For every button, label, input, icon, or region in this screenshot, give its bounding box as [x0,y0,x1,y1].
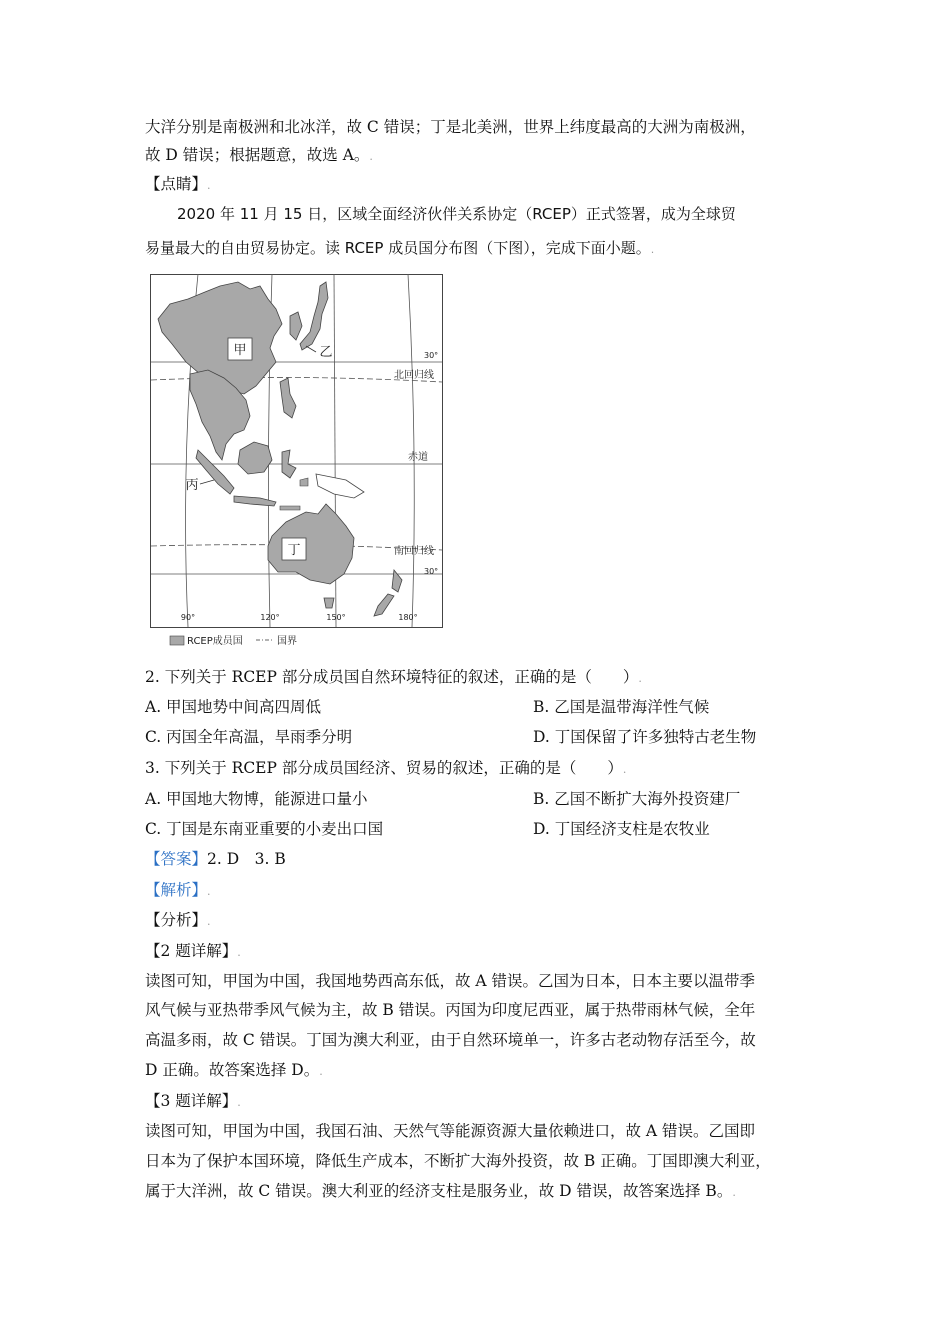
prev-explanation-line-2: 故 D 错误；根据题意，故选 A。. [145,146,373,164]
detail2-line-3: 高温多雨，故 C 错误。丁国为澳大利亚，由于自然环境单一，许多古老动物存活至今，故 [145,1031,756,1049]
q3-option-d: D. 丁国经济支柱是农牧业 [533,820,710,838]
legend-member-swatch [170,636,184,645]
map-label-yi: 乙 [319,345,333,360]
intro-line-1: 2020 年 11 月 15 日，区域全面经济伙伴关系协定（RCEP）正式签署，成为全球贸 [177,205,736,223]
lon-label-180: 180° [398,613,418,622]
fenxi-heading: 【分析】. [145,911,211,929]
lat-30s-label: 30° [424,567,439,576]
q2-option-b: B. 乙国是温带海洋性气候 [533,698,710,716]
map-label-ding: 丁 [287,543,301,558]
lon-label-120: 120° [260,613,280,622]
detail2-line-2: 风气候与亚热带季风气候为主，故 B 错误。丙国为印度尼西亚，属于热带雨林气候，全年 [145,1001,756,1019]
lon-label-150: 150° [326,613,346,622]
answer-label: 【答案】 [145,850,208,868]
rcep-member-map [150,274,450,659]
q3-option-c: C. 丁国是东南亚重要的小麦出口国 [145,820,384,838]
jiexi-heading: 【解析】. [145,881,211,899]
lon-label-90: 90° [180,613,196,622]
map-label-bing: 丙 [185,478,199,493]
q2-stem: 2. 下列关于 RCEP 部分成员国自然环境特征的叙述，正确的是（ ）. [145,668,642,686]
map-label-jia: 甲 [233,343,247,358]
detail2-heading: 【2 题详解】. [145,942,241,960]
q3-option-a: A. 甲国地大物博，能源进口量小 [145,790,368,808]
q3-option-b: B. 乙国不断扩大海外投资建厂 [533,790,741,808]
answer-text: 2. D 3. B [207,850,286,868]
detail3-line-1: 读图可知，甲国为中国，我国石油、天然气等能源资源大量依赖进口，故 A 错误。乙国即 [145,1122,756,1140]
tropic-south-label: 南回归线 [394,546,434,557]
q2-option-d: D. 丁国保留了许多独特古老生物 [533,728,757,746]
answer-line [145,849,286,869]
q3-stem: 3. 下列关于 RCEP 部分成员国经济、贸易的叙述，正确的是（ ）. [145,759,627,777]
q2-option-a: A. 甲国地势中间高四周低 [145,698,322,716]
tropic-north-label: 北回归线 [394,370,434,381]
legend-member-label: RCEP成员国 [187,636,243,647]
dianjing-heading: 【点睛】. [145,175,211,193]
prev-explanation-line-1: 大洋分别是南极洲和北冰洋，故 C 错误；丁是北美洲，世界上纬度最高的大洲为南极洲， [145,118,756,136]
detail2-line-1: 读图可知，甲国为中国，我国地势西高东低，故 A 错误。乙国为日本，日本主要以温带季 [145,972,756,990]
detail3-line-2: 日本为了保护本国环境，降低生产成本，不断扩大海外投资，故 B 正确。丁国即澳大利亚， [145,1152,771,1170]
equator-label: 赤道 [408,452,428,463]
legend-border-label: 国界 [277,636,297,647]
intro-line-2: 易量最大的自由贸易协定。读 RCEP 成员国分布图（下图），完成下面小题。. [145,239,655,257]
detail2-line-4: D 正确。故答案选择 D。. [145,1061,323,1079]
detail3-heading: 【3 题详解】. [145,1092,241,1110]
lat-30n-label: 30° [424,351,439,360]
detail3-line-3: 属于大洋洲，故 C 错误。澳大利亚的经济支柱是服务业，故 D 错误，故答案选择 B。. [145,1182,736,1200]
q2-option-c: C. 丙国全年高温，旱雨季分明 [145,728,353,746]
